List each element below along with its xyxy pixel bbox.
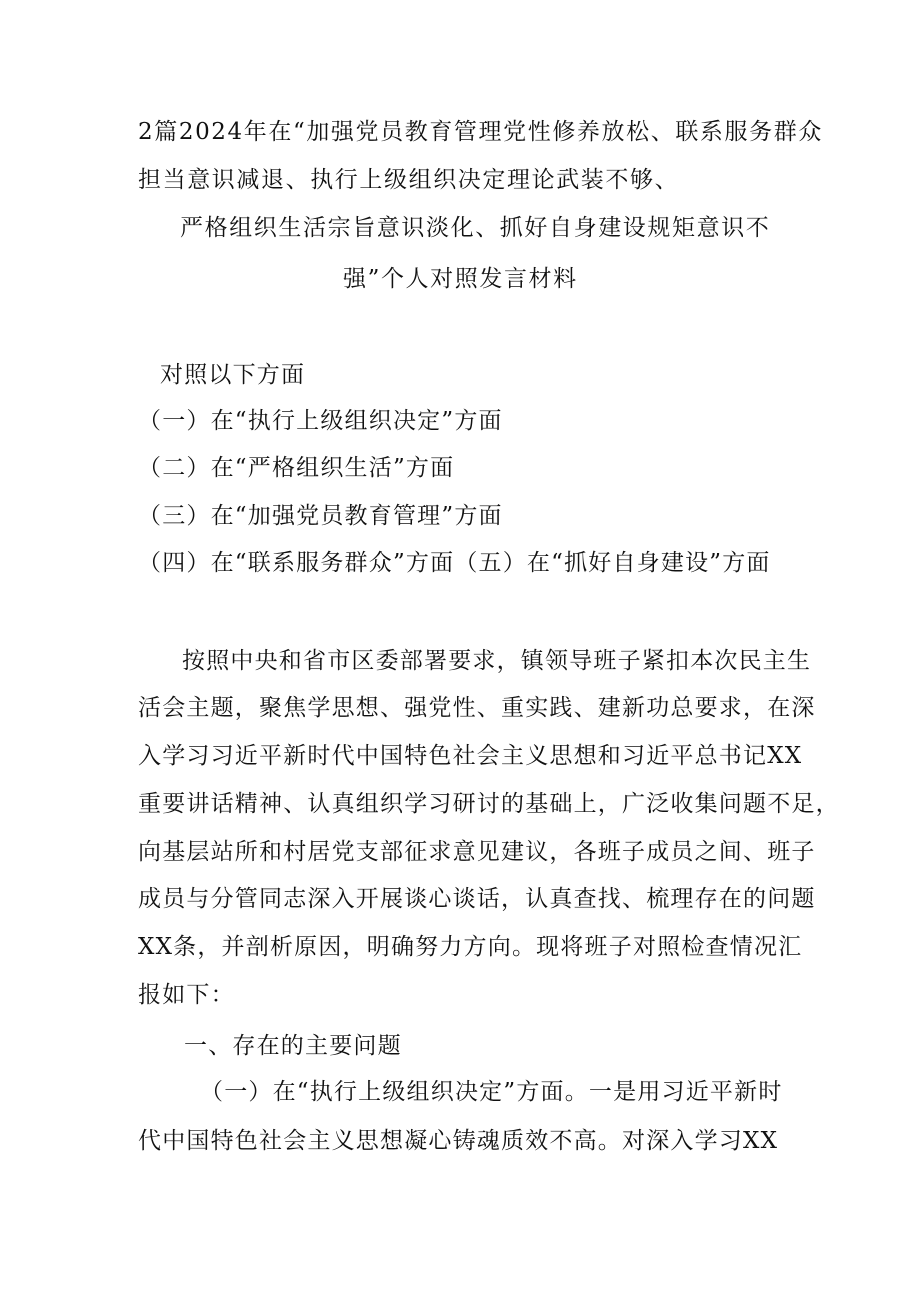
contents-heading: 对照以下方面: [160, 362, 306, 388]
body-paragraph-1-line-1: 按照中央和省市区委部署要求，镇领导班子紧扣本次民主生: [182, 648, 812, 674]
contents-item-1: （一）在“执行上级组织决定”方面: [138, 408, 503, 434]
document-title-line-4: 强”个人对照发言材料: [343, 266, 578, 292]
contents-item-3: （三）在“加强党员教育管理”方面: [138, 503, 503, 529]
body-paragraph-2-line-1: （一）在“执行上级组织决定”方面。一是用习近平新时: [200, 1079, 783, 1105]
section-heading: 一、存在的主要问题: [184, 1033, 402, 1059]
body-paragraph-1-line-3: 入学习习近平新时代中国特色社会主义思想和习近平总书记XX: [138, 743, 803, 769]
document-title-line-1: 2篇2024年在“加强党员教育管理党性修养放松、联系服务群众: [138, 119, 823, 145]
body-paragraph-1-line-5: 向基层站所和村居党支部征求意见建议，各班子成员之间、班子: [138, 839, 816, 865]
body-paragraph-1-line-8: 报如下：: [138, 982, 235, 1008]
contents-item-4: （四）在“联系服务群众”方面（五）在“抓好自身建设”方面: [138, 550, 771, 576]
contents-item-2: （二）在“严格组织生活”方面: [138, 455, 455, 481]
document-title-line-3: 严格组织生活宗旨意识淡化、抓好自身建设规矩意识不: [180, 215, 771, 241]
body-paragraph-1-line-6: 成员与分管同志深入开展谈心谈话，认真查找、梳理存在的问题: [138, 886, 816, 912]
body-paragraph-2-line-2: 代中国特色社会主义思想凝心铸魂质效不高。对深入学习XX: [138, 1128, 779, 1154]
body-paragraph-1-line-7: XX条，并剖析原因，明确努力方向。现将班子对照检查情况汇: [138, 934, 803, 960]
body-paragraph-1-line-2: 活会主题，聚焦学思想、强党性、重实践、建新功总要求，在深: [138, 695, 816, 721]
body-paragraph-1-line-4: 重要讲话精神、认真组织学习研讨的基础上，广泛收集问题不足，: [138, 791, 840, 817]
document-title-line-2: 担当意识减退、执行上级组织决定理论武装不够、: [138, 167, 680, 193]
